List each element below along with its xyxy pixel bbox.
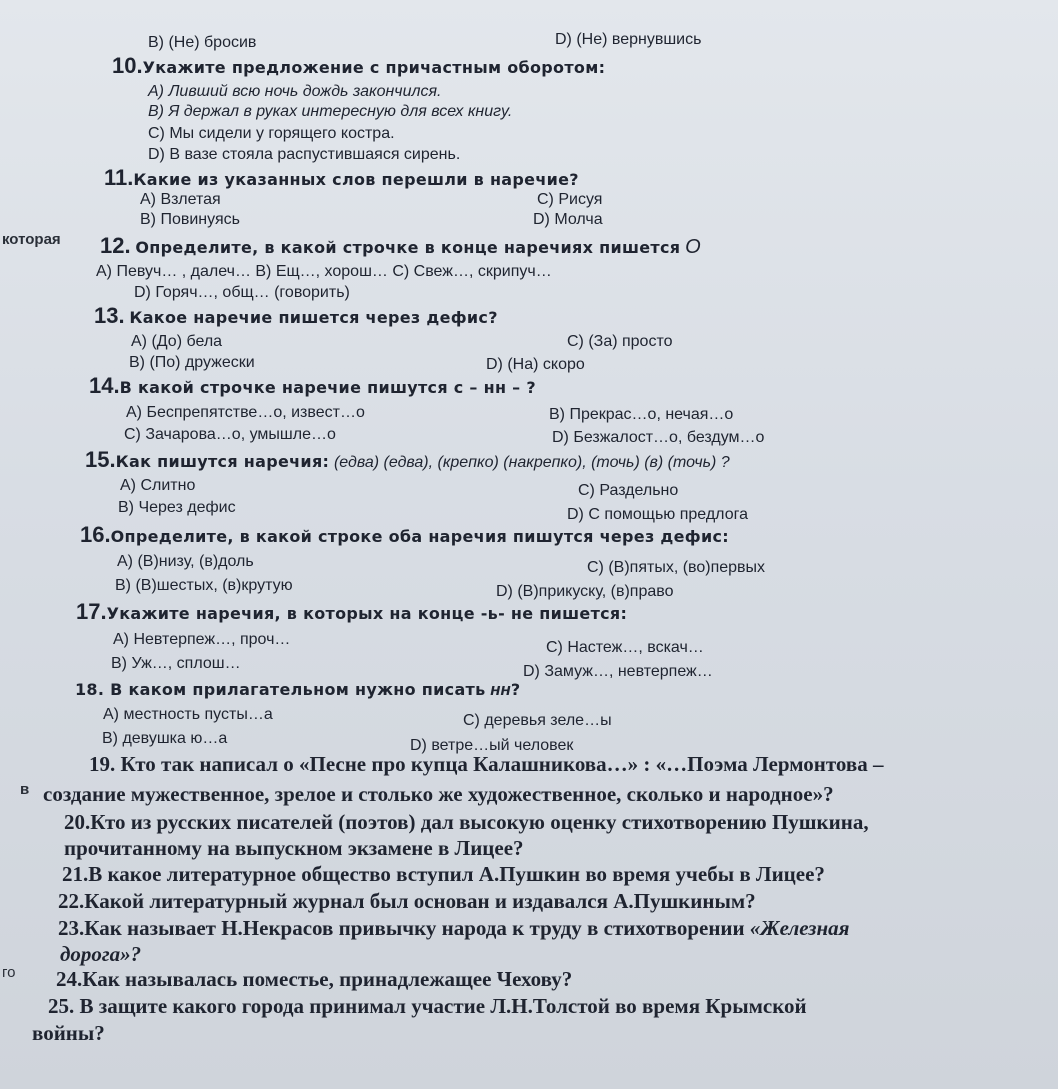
q14-option-c: С) Зачарова…о, умышле…о	[124, 426, 336, 443]
q13-option-d: D) (На) скоро	[486, 356, 585, 373]
q16-option-b: В) (В)шестых, (в)крутую	[115, 577, 293, 594]
q15-option-b: В) Через дефис	[118, 499, 236, 516]
q18-nn: нн	[490, 680, 511, 699]
q12-letter: О	[685, 236, 701, 258]
q15-option-a: А) Слитно	[120, 477, 196, 494]
q16-number: 16.	[80, 522, 111, 547]
margin-word-3: го	[2, 964, 16, 981]
q17-option-a: А) Невтерпеж…, проч…	[113, 631, 291, 648]
q19-line2: создание мужественное, зрелое и столько же художественное, сколько и народное»?	[43, 782, 834, 806]
margin-word-2: в	[20, 781, 30, 798]
q15-option-c: С) Раздельно	[578, 482, 679, 499]
q18-option-c: С) деревья зеле…ы	[463, 712, 612, 729]
q20-line1: 20.Кто из русских писателей (поэтов) дал высокую оценку стихотворению Пушкина,	[64, 810, 869, 834]
q10-question	[112, 53, 606, 78]
q16-question	[80, 522, 729, 547]
q10-option-b: В) Я держал в руках интересную для всех книгу.	[148, 103, 513, 120]
q23-line2: дорога»?	[60, 942, 142, 966]
q15-number: 15.	[85, 447, 116, 472]
q13-number: 13.	[94, 303, 125, 328]
q14-text: В какой строчке наречие пишутся с – нн – ?	[119, 378, 536, 397]
q14-question	[89, 373, 536, 398]
q9-option-b: B) (Не) бросив	[148, 34, 257, 51]
q17-question	[76, 599, 628, 624]
q14-option-a: А) Беспрепятстве…о, извест…о	[126, 404, 365, 421]
q15-words: (едва) (едва), (крепко) (накрепко), (точь) (в) (точь) ?	[333, 454, 730, 471]
q14-option-d: D) Безжалост…о, бездум…о	[552, 429, 765, 446]
q18-option-a: А) местность пусты…а	[103, 706, 273, 723]
q13-text: Какое наречие пишется через дефис?	[129, 308, 498, 327]
q17-text: Укажите наречия, в которых на конце -ь- не пишется:	[106, 604, 628, 623]
q18-option-d: D) ветре…ый человек	[410, 737, 574, 754]
q17-number: 17.	[76, 599, 107, 624]
q17-option-b: В) Уж…, сплош…	[111, 655, 241, 672]
q15-question	[85, 447, 730, 473]
margin-word-1: которая	[2, 231, 61, 248]
q13-option-c: С) (За) просто	[567, 333, 673, 350]
q14-option-b: В) Прекрас…о, нечая…о	[549, 406, 734, 423]
q18-question	[75, 680, 520, 700]
q25-line1: 25. В защите какого города принимал участие Л.Н.Толстой во время Крымской	[48, 994, 807, 1018]
q18-text: 18. В каком прилагательном нужно писать	[75, 680, 486, 699]
q15-option-d: D) С помощью предлога	[567, 506, 748, 523]
q11-option-d: D) Молча	[533, 211, 603, 228]
q14-number: 14.	[89, 373, 120, 398]
q10-option-d: D) В вазе стояла распустившаяся сирень.	[148, 146, 461, 163]
q12-number: 12.	[100, 233, 131, 258]
q19-line1: 19. Кто так написал о «Песне про купца Калашникова…» : «…Поэма Лермонтова –	[89, 752, 884, 776]
q11-number: 11.	[104, 165, 134, 190]
q12-options-line1: А) Певуч… , далеч… В) Ещ…, хорош… С) Свеж…, скрипуч…	[96, 263, 552, 280]
q16-option-d: D) (В)прикуску, (в)право	[496, 583, 674, 600]
q24-question: 24.Как называлась поместье, принадлежащее Чехову?	[56, 967, 573, 991]
q25-line2: войны?	[32, 1021, 105, 1045]
q12-text: Определите, в какой строчке в конце наречиях пишется	[135, 238, 681, 257]
q23-line1	[58, 916, 849, 940]
q16-option-c: С) (В)пятых, (во)первых	[587, 559, 766, 576]
q16-option-a: А) (В)низу, (в)доль	[117, 553, 254, 570]
q10-option-c: С) Мы сидели у горящего костра.	[148, 125, 395, 142]
q11-text: Какие из указанных слов перешли в наречие?	[133, 170, 579, 189]
q13-option-b: В) (По) дружески	[129, 354, 255, 371]
q21-question: 21.В какое литературное общество вступил А.Пушкин во время учебы в Лицее?	[62, 862, 825, 886]
q12-options-line2: D) Горяч…, общ… (говорить)	[134, 284, 350, 301]
q22-question: 22.Какой литературный журнал был основан и издавался А.Пушкиным?	[58, 889, 756, 913]
q18-option-b: В) девушка ю…а	[102, 730, 228, 747]
q16-text: Определите, в какой строке оба наречия пишутся через дефис:	[110, 527, 729, 546]
q12-question	[100, 233, 701, 258]
q9-option-d: D) (Не) вернувшись	[555, 31, 702, 48]
q10-number: 10.	[112, 53, 143, 78]
q18-qmark: ?	[510, 680, 521, 699]
q10-option-a: А) Ливший всю ночь дождь закончился.	[148, 83, 442, 100]
q11-option-a: А) Взлетая	[140, 191, 221, 208]
q23-text: 23.Как называет Н.Некрасов привычку народа к труду в стихотворении	[58, 916, 745, 940]
q10-text: Укажите предложение с причастным оборотом:	[142, 58, 606, 77]
q20-line2: прочитанному на выпускном экзамене в Лицее?	[64, 836, 524, 860]
q11-option-b: В) Повинуясь	[140, 211, 240, 228]
q17-option-d: D) Замуж…, невтерпеж…	[523, 663, 713, 680]
q23-title-start: «Железная	[749, 916, 850, 940]
q13-option-a: А) (До) бела	[131, 333, 223, 350]
q17-option-c: С) Настеж…, вскач…	[546, 639, 704, 656]
q15-text: Как пишутся наречия:	[115, 452, 330, 471]
q13-question	[94, 303, 498, 328]
q11-question	[104, 165, 579, 190]
q11-option-c: С) Рисуя	[537, 191, 603, 208]
